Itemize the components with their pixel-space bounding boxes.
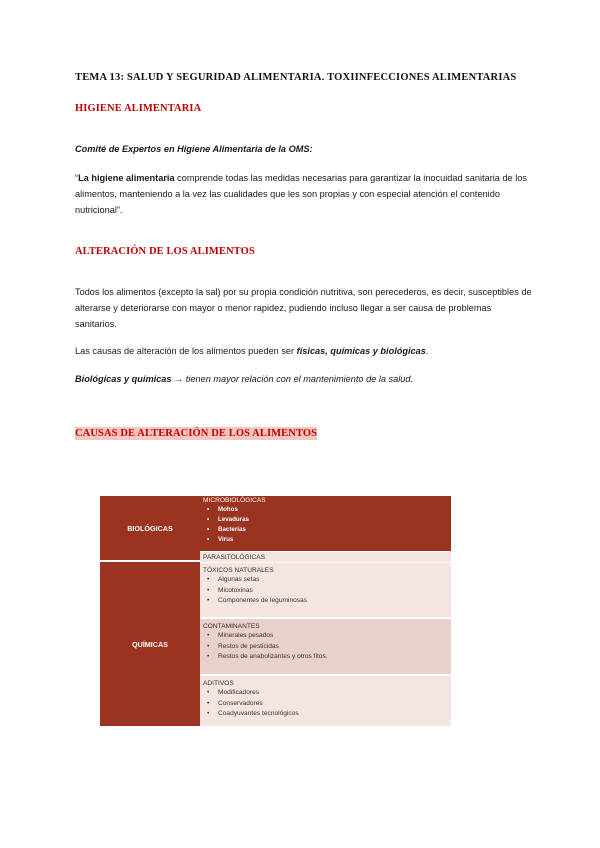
list-item: • Algunas setas bbox=[203, 575, 451, 586]
category-quimicas: QUÍMICAS bbox=[100, 562, 200, 726]
heading-higiene: HIGIENE ALIMENTARIA bbox=[75, 103, 202, 114]
contam-header: CONTAMINANTES bbox=[203, 623, 260, 630]
quote-bold: La higiene alimentaria bbox=[78, 173, 175, 183]
parasit-header: PARASITOLÓGICAS bbox=[203, 554, 266, 561]
list-item: • Bacterias bbox=[203, 525, 451, 535]
list-item: • Restos de anabolizantes y otros fitos. bbox=[203, 652, 451, 663]
category-biologicas: BIOLÓGICAS bbox=[100, 496, 200, 560]
heading-alteracion: ALTERACIÓN DE LOS ALIMENTOS bbox=[75, 246, 255, 257]
list-item: • Micotoxinas bbox=[203, 586, 451, 597]
toxicos-header: TÓXICOS NATURALES bbox=[203, 567, 274, 574]
list-item: • Componentes de leguminosas bbox=[203, 596, 451, 607]
list-item: • Mohos bbox=[203, 505, 451, 515]
definition-quote bbox=[75, 170, 535, 218]
para-alimentos: Todos los alimentos (excepto la sal) por su propia condición nutritiva, son perecederos, es decir, susceptibles de alterarse y deteriorarse con mayor o menor rapidez, pudiendo incluso llegar a ser causa de problemas sanitarios. bbox=[75, 287, 532, 329]
list-item: • Coadyuvantes tecnológicos bbox=[203, 709, 451, 720]
document-title: TEMA 13: SALUD Y SEGURIDAD ALIMENTARIA. TOXIINFECCIONES ALIMENTARIAS bbox=[75, 72, 517, 83]
quote-open: “ bbox=[75, 173, 79, 183]
toxicos-list bbox=[203, 575, 451, 607]
heading-causas bbox=[75, 428, 317, 439]
aditivos-header: ADITIVOS bbox=[203, 680, 234, 687]
biologicas-rest: → tienen mayor relación con el mantenimiento de la salud. bbox=[171, 374, 414, 384]
biologicas-bold: Biológicas y químicas bbox=[75, 374, 172, 384]
causas-em: físicas, químicas y biológicas bbox=[296, 346, 426, 356]
cell-aditivos bbox=[200, 676, 451, 726]
aditivos-list bbox=[203, 688, 451, 720]
cell-toxicos bbox=[200, 563, 451, 617]
list-item: • Conservadores bbox=[203, 699, 451, 710]
list-item: • Restos de pesticidas bbox=[203, 642, 451, 653]
quote-rest: comprende todas las medidas necesarias para garantizar la inocuidad sanitaria de los alimentos, manteniendo a la vez las cualidades que les son propias y con especial atención el contenido nutricional”. bbox=[75, 173, 527, 215]
micro-list bbox=[203, 505, 451, 545]
causas-plain: Las causas de alteración de los alimentos pueden ser bbox=[75, 346, 297, 356]
list-item: • Levaduras bbox=[203, 515, 451, 525]
cell-microbiologicas bbox=[200, 496, 451, 551]
list-item: • Modificadores bbox=[203, 688, 451, 699]
contam-list bbox=[203, 631, 451, 663]
causes-table bbox=[100, 496, 351, 726]
micro-header: MICROBIOLÓGICAS bbox=[203, 497, 266, 504]
cell-parasitologicas bbox=[200, 552, 451, 562]
source-line: Comité de Expertos en Higiene Alimentaria de la OMS: bbox=[75, 144, 313, 154]
para-biologicas bbox=[75, 371, 535, 387]
list-item: • Virus bbox=[203, 535, 451, 545]
list-item: • Minerales pesados bbox=[203, 631, 451, 642]
heading-causas-text: CAUSAS DE ALTERACIÓN DE LOS ALIMENTOS bbox=[75, 428, 318, 439]
cell-contaminantes bbox=[200, 619, 451, 674]
para-causas bbox=[75, 343, 535, 359]
causas-end: . bbox=[425, 346, 429, 356]
